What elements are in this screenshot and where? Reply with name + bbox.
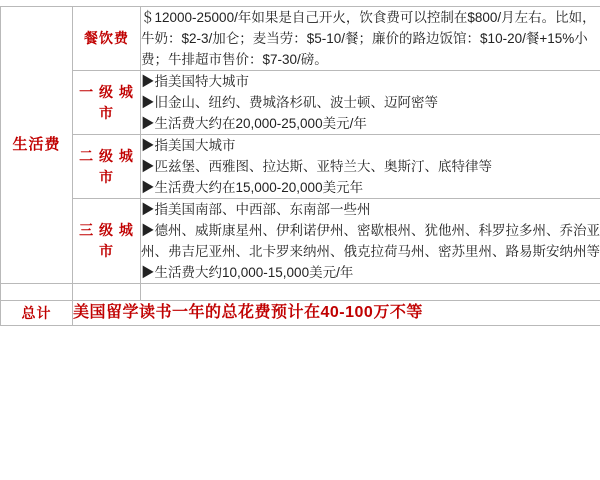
- table-spacer-row: [1, 284, 600, 301]
- table-row: [1, 199, 600, 284]
- text-line: ▶生活费大约10,000-15,000美元/年: [141, 265, 354, 280]
- text-line: ▶指美国特大城市: [141, 74, 249, 89]
- spacer-cell: [73, 284, 141, 301]
- row-content-tier2: [141, 135, 600, 199]
- table-total-row: [1, 301, 600, 326]
- total-text: 美国留学读书一年的总花费预计在40-100万不等: [73, 301, 600, 326]
- row-label-food: 餐饮费: [73, 7, 141, 71]
- spacer-cell: [1, 284, 73, 301]
- row-label-tier3: 三 级 城 市: [73, 199, 141, 284]
- row-label-tier2: 二 级 城 市: [73, 135, 141, 199]
- cost-table: [0, 6, 600, 326]
- text-line: ▶德州、威斯康星州、伊利诺伊州、密歇根州、犹他州、科罗拉多州、乔治亚州、弗吉尼亚州、北卡罗来纳州、俄克拉荷马州、密苏里州、路易斯安纳州等: [141, 223, 600, 259]
- row-content-tier1: [141, 71, 600, 135]
- text-line: ▶生活费大约在15,000-20,000美元年: [141, 180, 364, 195]
- text-line: ＄12000-25000/年如果是自己开火，饮食费可以控制在$800/月左右。比如，牛奶：$2-3/加仑；麦当劳：$5-10/餐；廉价的路边饭馆：$10-20/餐+15%小费；牛排超市售价：$7-30/磅。: [141, 10, 596, 67]
- text-line: ▶指美国大城市: [141, 138, 236, 153]
- text-line: ▶生活费大约在20,000-25,000美元/年: [141, 116, 367, 131]
- text-line: ▶匹兹堡、西雅图、拉达斯、亚特兰大、奥斯汀、底特律等: [141, 159, 492, 174]
- spacer-cell: [141, 284, 600, 301]
- text-line: ▶旧金山、纽约、费城洛杉矶、波士顿、迈阿密等: [141, 95, 438, 110]
- row-content-tier3: [141, 199, 600, 284]
- table-row: [1, 71, 600, 135]
- table-row: [1, 7, 600, 71]
- table-row: [1, 135, 600, 199]
- row-label-tier1: 一 级 城 市: [73, 71, 141, 135]
- text-line: ▶指美国南部、中西部、东南部一些州: [141, 202, 371, 217]
- category-cell: 生活费: [1, 7, 73, 284]
- total-label: 总计: [1, 301, 73, 326]
- row-content-food: [141, 7, 600, 71]
